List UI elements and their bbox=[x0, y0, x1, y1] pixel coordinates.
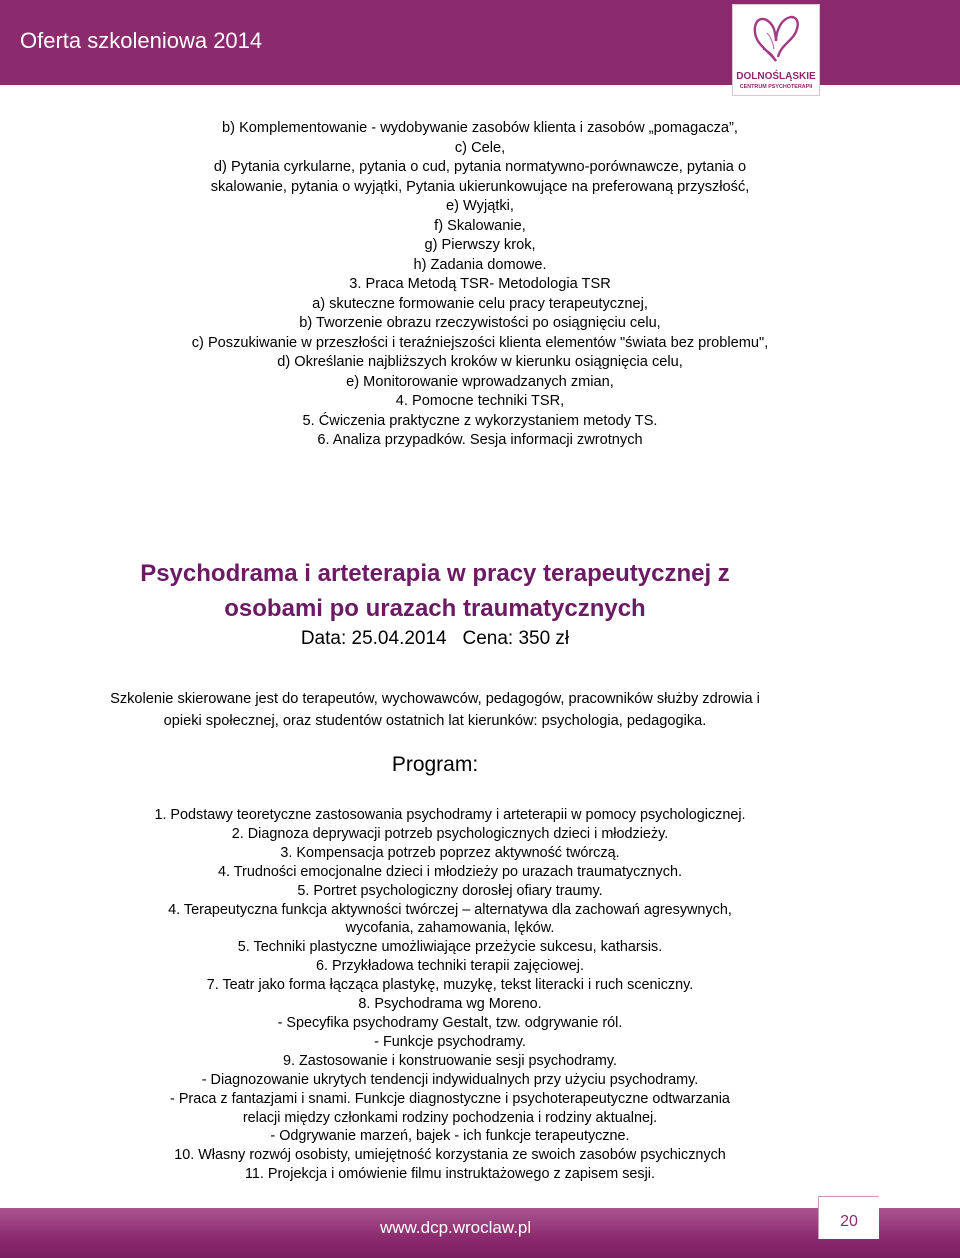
program-item: 1. Podstawy teoretyczne zastosowania psychodramy i arteterapii w pomocy psychologicznej. bbox=[154, 807, 746, 823]
logo-line2: CENTRUM PSYCHOTERAPII bbox=[739, 84, 813, 90]
program-item: 4. Terapeutyczna funkcja aktywności twórczej – alternatywa dla zachowań agresywnych, bbox=[168, 901, 732, 918]
text-line: 3. Praca Metodą TSR- Metodologia TSR bbox=[349, 276, 611, 292]
text-line: b) Komplementowanie - wydobywanie zasobów klienta i zasobów „pomagacza”, bbox=[222, 120, 738, 136]
program-item: 5. Portret psychologiczny dorosłej ofiary traumy. bbox=[297, 882, 603, 899]
intro-line: opieki społecznej, oraz studentów ostatnich lat kierunków: psychologia, pedagogika. bbox=[163, 713, 707, 729]
program-item: - Odgrywanie marzeń, bajek - ich funkcje terapeutyczne. bbox=[270, 1128, 630, 1145]
text-line: 4. Pomocne techniki TSR, bbox=[395, 393, 565, 409]
text-line: a) skuteczne formowanie celu pracy terapeutycznej, bbox=[312, 295, 648, 312]
text-line: f) Skalowanie, bbox=[434, 217, 526, 234]
page-number: 20 bbox=[840, 1213, 858, 1230]
text-line: g) Pierwszy krok, bbox=[424, 237, 536, 253]
course-price: Cena: 350 zł bbox=[462, 628, 570, 649]
program-item: 10. Własny rozwój osobisty, umiejętność korzystania ze swoich zasobów psychicznych bbox=[174, 1147, 726, 1164]
text-line: 5. Ćwiczenia praktyczne z wykorzystaniem metody TS. bbox=[302, 412, 658, 429]
course-date: Data: 25.04.2014 bbox=[300, 628, 447, 649]
program-item: 3. Kompensacja potrzeb poprzez aktywność twórczą. bbox=[280, 844, 620, 861]
text-line: skalowanie, pytania o wyjątki, Pytania ukierunkowujące na preferowaną przyszłość, bbox=[210, 178, 750, 195]
program-heading: Program: bbox=[391, 753, 479, 776]
text-line: d) Pytania cyrkularne, pytania o cud, pytania normatywno-porównawcze, pytania o bbox=[213, 159, 747, 175]
butterfly-logo-icon bbox=[747, 9, 805, 69]
section-tsr-continued bbox=[0, 119, 960, 451]
text-line: e) Wyjątki, bbox=[446, 198, 514, 214]
text-line: e) Monitorowanie wprowadzanych zmian, bbox=[346, 373, 614, 390]
program-item: 8. Psychodrama wg Moreno. bbox=[358, 996, 542, 1013]
program-item: - Funkcje psychodramy. bbox=[374, 1033, 526, 1050]
logo-line1: DOLNOŚLĄSKIE bbox=[736, 71, 816, 82]
text-line: 6. Analiza przypadków. Sesja informacji zwrotnych bbox=[317, 432, 643, 448]
intro-line: Szkolenie skierowane jest do terapeutów, wychowawców, pedagogów, pracowników służby zdrowia i bbox=[110, 691, 760, 707]
program-item: - Specyfika psychodramy Gestalt, tzw. odgrywanie ról. bbox=[277, 1014, 623, 1031]
header-title: Oferta szkoleniowa 2014 bbox=[20, 28, 263, 53]
text-line: c) Cele, bbox=[454, 139, 506, 156]
footer-url[interactable]: www.dcp.wroclaw.pl bbox=[380, 1218, 532, 1237]
text-line: c) Poszukiwanie w przeszłości i teraźniejszości klienta elementów "świata bez problemu", bbox=[191, 334, 769, 351]
program-list bbox=[0, 806, 900, 1184]
program-item: relacji między członkami rodziny pochodzenia i rodziny aktualnej. bbox=[242, 1109, 658, 1126]
page-number-box bbox=[818, 1196, 879, 1239]
program-item: 2. Diagnoza deprywacji potrzeb psychologicznych dzieci i młodzieży. bbox=[231, 825, 669, 842]
text-line: b) Tworzenie obrazu rzeczywistości po osiągnięciu celu, bbox=[299, 315, 661, 331]
course-title bbox=[0, 556, 870, 626]
logo bbox=[732, 4, 820, 96]
program-item: - Diagnozowanie ukrytych tendencji indywidualnych przy użyciu psychodramy. bbox=[201, 1071, 699, 1088]
course-title-line1: Psychodrama i arteterapia w pracy terapeutycznej z bbox=[140, 560, 730, 587]
text-line: h) Zadania domowe. bbox=[413, 256, 547, 273]
course-meta bbox=[0, 628, 870, 650]
program-item: 4. Trudności emocjonalne dzieci i młodzieży po urazach traumatycznych. bbox=[218, 863, 682, 880]
program-item: 11. Projekcja i omówienie filmu instruktażowego z zapisem sesji. bbox=[244, 1166, 656, 1183]
program-item: - Praca z fantazjami i snami. Funkcje diagnostyczne i psychoterapeutyczne odtwarzania bbox=[170, 1090, 730, 1107]
program-item: wycofania, zahamowania, lęków. bbox=[345, 920, 555, 937]
program-item: 7. Teatr jako forma łącząca plastykę, muzykę, tekst literacki i ruch sceniczny. bbox=[206, 977, 694, 994]
course-intro bbox=[0, 688, 870, 732]
program-item: 9. Zastosowanie i konstruowanie sesji psychodramy. bbox=[282, 1052, 618, 1069]
text-line: d) Określanie najbliższych kroków w kierunku osiągnięcia celu, bbox=[277, 354, 683, 370]
course-title-line2: osobami po urazach traumatycznych bbox=[224, 595, 646, 622]
program-item: 6. Przykładowa techniki terapii zajęciowej. bbox=[316, 958, 584, 975]
program-item: 5. Techniki plastyczne umożliwiające przeżycie sukcesu, katharsis. bbox=[237, 939, 663, 956]
